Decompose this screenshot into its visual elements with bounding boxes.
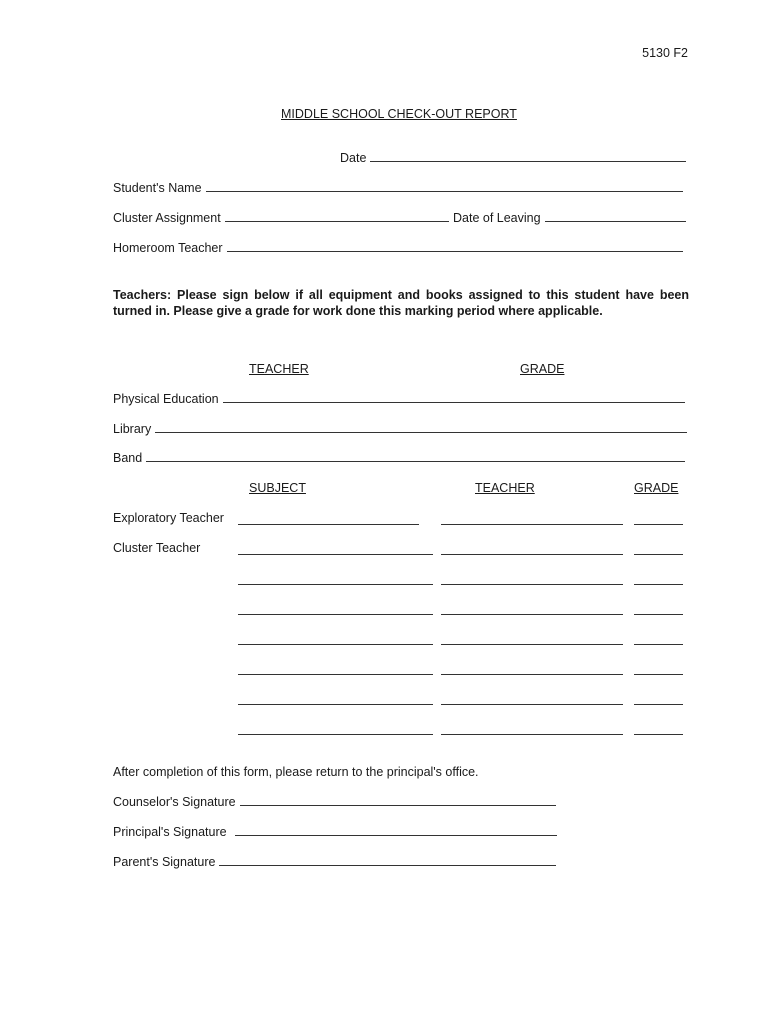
- principal-signature-field[interactable]: [113, 825, 557, 839]
- date-line[interactable]: [370, 161, 686, 162]
- date-of-leaving-line[interactable]: [545, 221, 686, 222]
- section2-grade-header: GRADE: [634, 481, 679, 495]
- section1-teacher-header: TEACHER: [249, 362, 309, 376]
- counselor-signature-field[interactable]: [113, 795, 556, 809]
- homeroom-teacher-label: Homeroom Teacher: [113, 241, 223, 255]
- grade-line[interactable]: [634, 554, 683, 555]
- homeroom-teacher-field[interactable]: [113, 241, 683, 255]
- date-field[interactable]: [340, 151, 686, 165]
- grade-line[interactable]: [634, 674, 683, 675]
- date-label: Date: [340, 151, 367, 165]
- teacher-line[interactable]: [441, 644, 623, 645]
- teacher-line[interactable]: [441, 674, 623, 675]
- subject-line[interactable]: [238, 614, 433, 615]
- cluster-assignment-label: Cluster Assignment: [113, 211, 221, 225]
- parent-signature-field[interactable]: [113, 855, 556, 869]
- counselor-signature-line[interactable]: [240, 805, 556, 806]
- cluster-assignment-line[interactable]: [225, 221, 449, 222]
- grade-line[interactable]: [634, 614, 683, 615]
- physical-education-line[interactable]: [223, 402, 685, 403]
- band-field[interactable]: [113, 451, 685, 465]
- student-name-label: Student's Name: [113, 181, 202, 195]
- library-field[interactable]: [113, 422, 687, 436]
- band-line[interactable]: [146, 461, 685, 462]
- section2-subject-header: SUBJECT: [249, 481, 306, 495]
- principal-signature-line[interactable]: [235, 835, 557, 836]
- subject-line[interactable]: [238, 554, 433, 555]
- grade-line[interactable]: [634, 584, 683, 585]
- exploratory-teacher-label: Exploratory Teacher: [113, 511, 224, 525]
- date-of-leaving-field[interactable]: [453, 211, 686, 225]
- homeroom-teacher-line[interactable]: [227, 251, 683, 252]
- date-of-leaving-label: Date of Leaving: [453, 211, 541, 225]
- form-code: 5130 F2: [642, 46, 688, 60]
- principal-signature-label: Principal's Signature: [113, 825, 227, 839]
- page-title: MIDDLE SCHOOL CHECK-OUT REPORT: [281, 107, 517, 121]
- teacher-line[interactable]: [441, 614, 623, 615]
- teacher-line[interactable]: [441, 554, 623, 555]
- subject-line[interactable]: [238, 644, 433, 645]
- physical-education-field[interactable]: [113, 392, 685, 406]
- subject-line[interactable]: [238, 734, 433, 735]
- library-line[interactable]: [155, 432, 687, 433]
- counselor-signature-label: Counselor's Signature: [113, 795, 236, 809]
- grade-line[interactable]: [634, 524, 683, 525]
- physical-education-label: Physical Education: [113, 392, 219, 406]
- parent-signature-line[interactable]: [219, 865, 556, 866]
- teacher-line[interactable]: [441, 704, 623, 705]
- teacher-instructions: Teachers: Please sign below if all equipment and books assigned to this student have been turned in. Please give a grade for work done this marking period where applicable.: [113, 288, 689, 318]
- subject-line[interactable]: [238, 524, 419, 525]
- parent-signature-label: Parent's Signature: [113, 855, 216, 869]
- subject-line[interactable]: [238, 674, 433, 675]
- cluster-assignment-field[interactable]: [113, 211, 449, 225]
- student-name-field[interactable]: [113, 181, 683, 195]
- grade-line[interactable]: [634, 734, 683, 735]
- subject-line[interactable]: [238, 584, 433, 585]
- band-label: Band: [113, 451, 143, 465]
- return-note: After completion of this form, please return to the principal's office.: [113, 765, 479, 779]
- library-label: Library: [113, 422, 152, 436]
- teacher-line[interactable]: [441, 734, 623, 735]
- subject-line[interactable]: [238, 704, 433, 705]
- section2-teacher-header: TEACHER: [475, 481, 535, 495]
- grade-line[interactable]: [634, 644, 683, 645]
- section1-grade-header: GRADE: [520, 362, 565, 376]
- cluster-teacher-label: Cluster Teacher: [113, 541, 201, 555]
- grade-line[interactable]: [634, 704, 683, 705]
- student-name-line[interactable]: [206, 191, 683, 192]
- teacher-line[interactable]: [441, 584, 623, 585]
- teacher-line[interactable]: [441, 524, 623, 525]
